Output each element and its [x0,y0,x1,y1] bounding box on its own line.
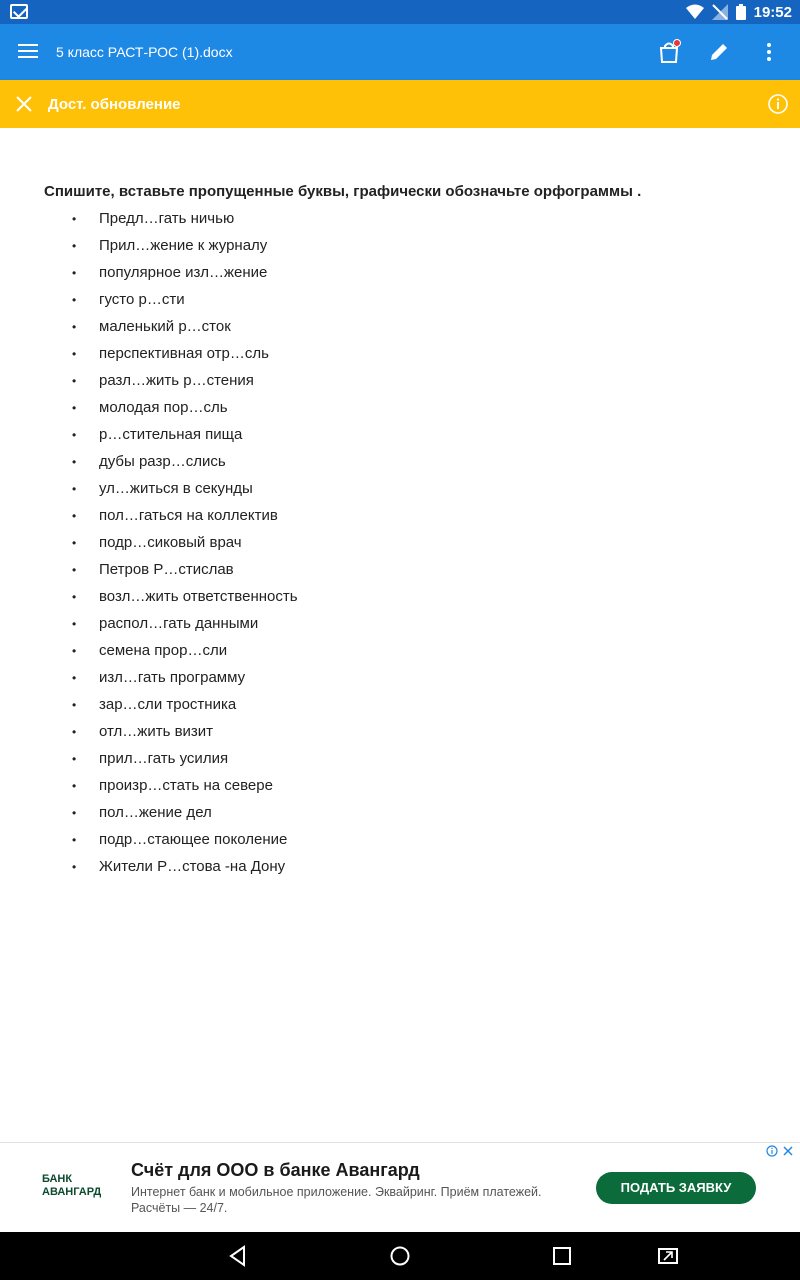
bullet: • [72,806,77,820]
pencil-icon [709,42,729,62]
bullet: • [72,860,77,874]
edit-button[interactable] [706,38,732,66]
app-bar [0,24,800,80]
bullet: • [72,698,77,712]
list-item-text: густо р…сти [99,291,185,308]
bullet: • [72,617,77,631]
mail-notification-icon [10,4,28,19]
bullet: • [72,212,77,226]
ad-info-icon[interactable] [766,1145,778,1157]
bullet: • [72,563,77,577]
document-view[interactable] [0,128,800,1142]
list-item-text: отл…жить визит [99,723,214,740]
logo-line-1: БАНК [42,1173,73,1185]
list-item-text: Прил…жение к журналу [99,237,268,254]
list-item-text: дубы разр…слись [99,453,226,470]
list-item-text: пол…гаться на коллектив [99,507,278,524]
overflow-menu-button[interactable] [756,38,782,66]
close-icon[interactable] [14,94,34,114]
list-item-text: разл…жить р…стения [99,372,254,389]
navigation-bar [0,1232,800,1280]
list-item-text: Петров Р…стислав [99,561,234,578]
document-heading: Спишите, вставьте пропущенные буквы, графически обозначьте орфограммы . [44,183,642,200]
ad-title[interactable]: Счёт для ООО в банке Авангард [131,1160,420,1180]
bullet: • [72,725,77,739]
wifi-icon [686,4,704,20]
list-item-text: возл…жить ответственность [99,588,298,605]
status-bar [0,0,800,24]
list-item-text: ул…житься в секунды [99,480,253,497]
list-item-text: произр…стать на севере [99,777,273,794]
info-icon[interactable] [768,94,788,114]
bullet: • [72,671,77,685]
ad-cta-button[interactable]: ПОДАТЬ ЗАЯВКУ [596,1172,756,1204]
bullet: • [72,239,77,253]
list-item-text: Жители Р…стова -на Дону [99,858,286,875]
home-icon[interactable] [388,1244,412,1268]
logo-line-2: АВАНГАРД [42,1186,102,1198]
bullet: • [72,266,77,280]
bullet: • [72,455,77,469]
bullet: • [72,401,77,415]
list-item-text: молодая пор…сль [99,399,228,416]
notification-dot [673,39,681,47]
list-item-text: маленький р…сток [99,318,231,335]
battery-icon [736,4,746,20]
bullet: • [72,779,77,793]
banner-label: Дост. обновление [48,96,181,113]
menu-icon[interactable] [18,42,38,62]
screen-compat-icon[interactable] [656,1244,680,1268]
bullet: • [72,428,77,442]
list-item-text: зар…сли тростника [99,696,237,713]
bullet: • [72,509,77,523]
bullet: • [72,320,77,334]
list-item-text: перспективная отр…сль [99,345,269,362]
bullet: • [72,833,77,847]
bullet: • [72,374,77,388]
list-item-text: подр…сиковый врач [99,534,242,551]
more-vert-icon [766,42,772,62]
document-title: 5 класс РАСТ-РОС (1).docx [56,44,233,60]
bullet: • [72,644,77,658]
bullet: • [72,482,77,496]
bullet: • [72,293,77,307]
bullet: • [72,752,77,766]
list-item-text: распол…гать данными [99,615,259,632]
list-item-text: пол…жение дел [99,804,212,821]
clock: 19:52 [753,3,792,21]
list-item-text: прил…гать усилия [99,750,229,767]
recents-icon[interactable] [550,1244,574,1268]
store-button[interactable] [656,38,682,66]
update-banner[interactable] [0,80,800,128]
ad-close-icon[interactable] [782,1145,794,1157]
list-item-text: подр…стающее поколение [99,831,288,848]
list-item-text: Предл…гать ничью [99,210,235,227]
list-item-text: изл…гать программу [99,669,246,686]
list-item-text: семена прор…сли [99,642,228,659]
list-item-text: р…стительная пища [99,426,243,443]
ad-banner[interactable] [0,1142,800,1232]
ad-body: Интернет банк и мобильное приложение. Эквайринг. Приём платежей. Расчёты — 24/7. [131,1185,542,1215]
no-signal-icon [712,4,728,20]
back-icon[interactable] [226,1244,250,1268]
bullet: • [72,347,77,361]
bullet: • [72,536,77,550]
bank-logo [42,1173,101,1199]
list-item-text: популярное изл…жение [99,264,268,281]
bullet: • [72,590,77,604]
